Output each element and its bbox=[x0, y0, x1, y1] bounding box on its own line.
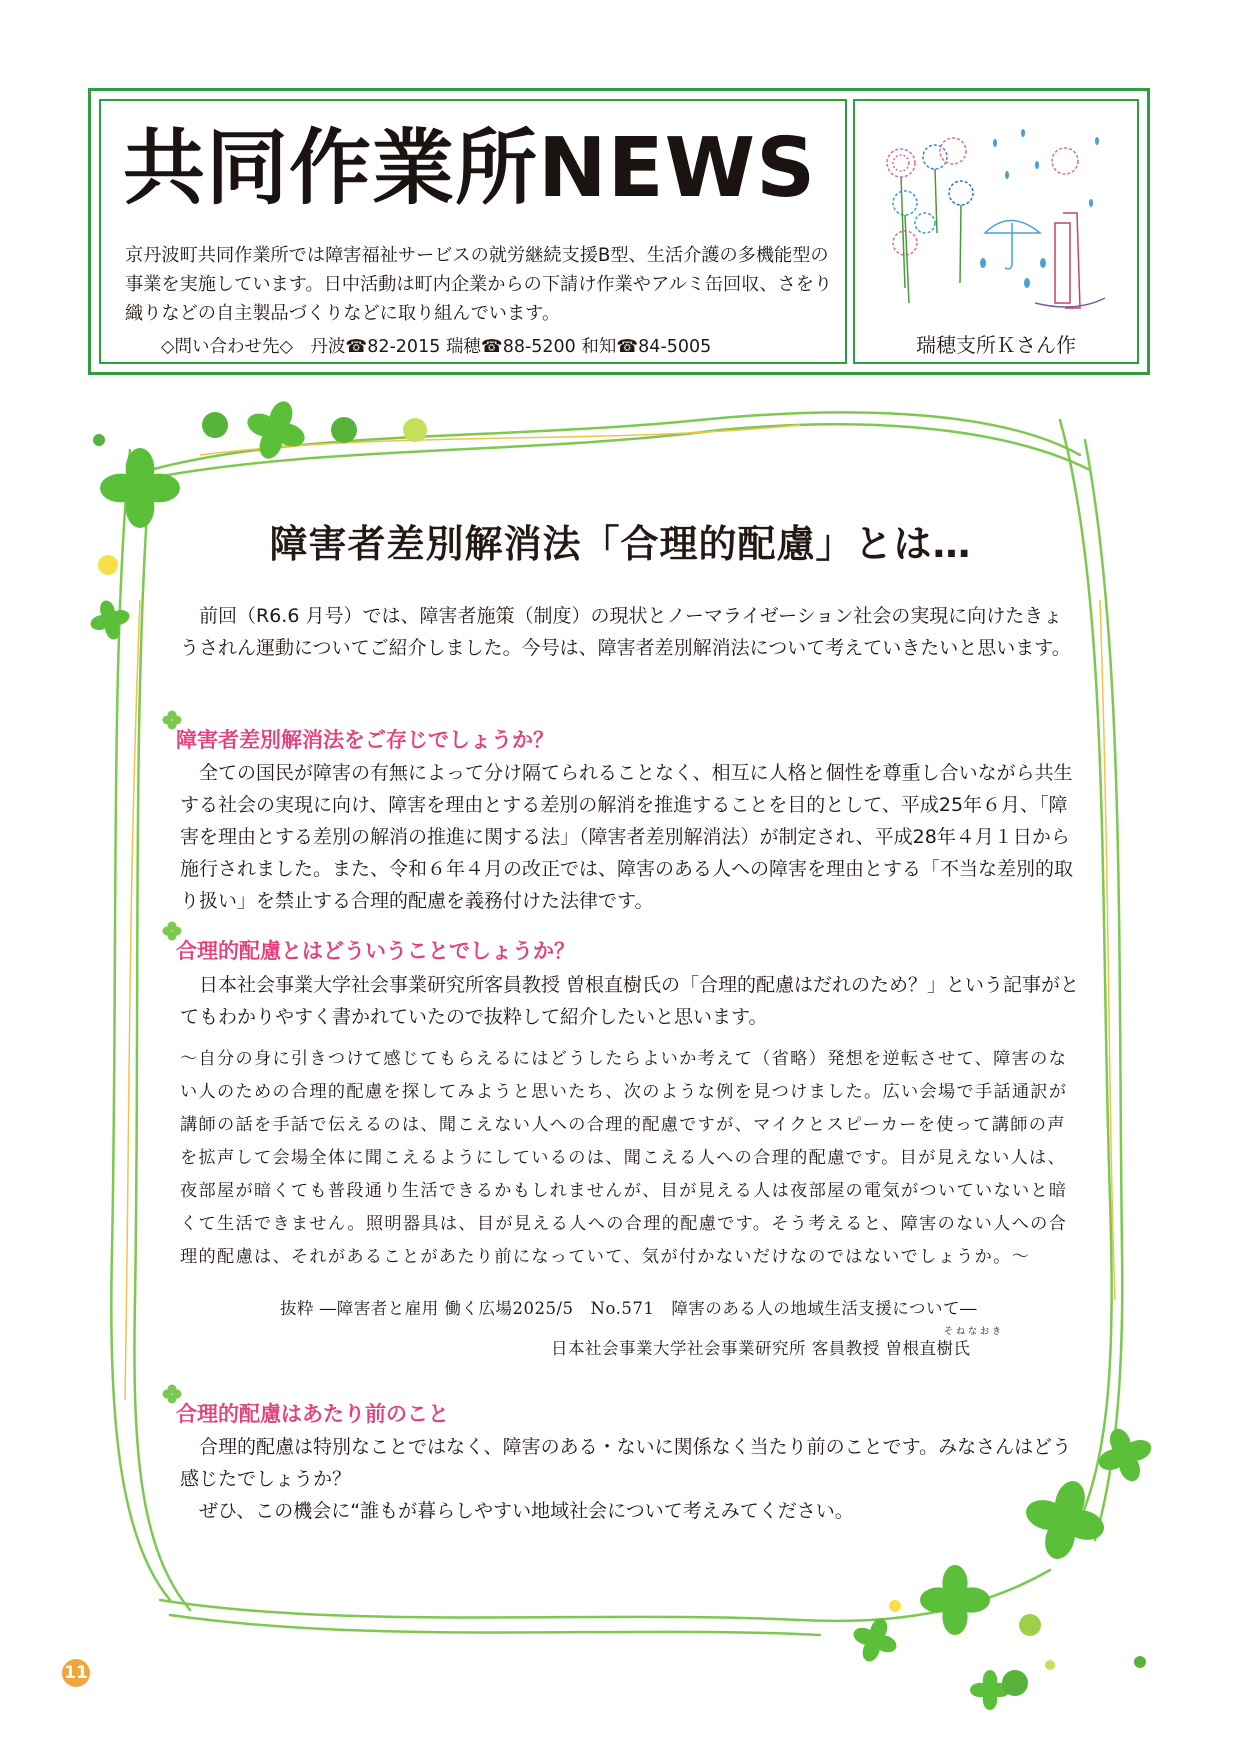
newsletter-title: 共同作業所NEWS bbox=[123, 121, 817, 216]
quote-author: 日本社会事業大学社会事業研究所 客員教授 曽根直樹氏 bbox=[551, 1339, 971, 1358]
section-heading-1: 障害者差別解消法をご存じでしょうか？ bbox=[176, 728, 554, 752]
section-heading-3: 合理的配慮はあたり前のこと bbox=[176, 1402, 449, 1426]
artwork-caption: 瑞穂支所Ｋさん作 bbox=[916, 333, 1076, 357]
article-intro: 前回（R6.6 月号）では、障害者施策（制度）の現状とノーマライゼーション社会の実現に向けたきょうされん運動についてご紹介しました。今号は、障害者差別解消法について考えていきたいと思います。 bbox=[180, 605, 1071, 659]
author-ruby: そねなおき bbox=[944, 1327, 1005, 1337]
section-body-3: 合理的配慮は特別なことではなく、障害のある・ないに関係なく当たり前のことです。みなさんはどう感じたでしょうか？ bbox=[180, 1436, 1072, 1490]
quote-source: 抜粋 ―障害者と雇用 働く広場2025/5 No.571 障害のある人の地域生活支援について― bbox=[280, 1299, 978, 1318]
quote-text: ～自分の身に引きつけて感じてもらえるにはどうしたらよいか考えて（省略）発想を逆転させて、障害のない人のための合理的配慮を探してみようと思いたち、次のような例を見つけました。広い会場で手話通訳が講師の話を手話で伝えるのは、聞こえない人への合理的配慮ですが、マイクとスピーカーを使って講師の声を拡声して会場全体に聞こえるようにしているのは、聞こえる人への合理的配慮です。目が見えない人は、夜部屋が暗くても普段通り生活できるかもしれませんが、目が見える人は夜部屋の電気がついていないと暗くて生活できません。照明器具は、目が見える人への合理的配慮です。そう考えると、障害のない人への合理的配慮は、それがあることがあたり前になっていて、気が付かないだけなのではないでしょうか。～ bbox=[180, 1049, 1068, 1267]
closing-text: ぜひ、この機会に“誰もが暮らしやすい地域社会について考えみてください。 bbox=[199, 1500, 854, 1522]
intro-text: 京丹波町共同作業所では障害福祉サービスの就労継続支援B型、生活介護の多機能型の事業を実施しています。日中活動は町内企業からの下請け作業やアルミ缶回収、さをり織りなどの自主製品づくりなどに取り組んでいます。 bbox=[125, 245, 833, 324]
article-title: 障害者差別解消法「合理的配慮」とは… bbox=[269, 522, 972, 566]
quote-block bbox=[180, 1043, 1080, 1274]
section-body-2: 日本社会事業大学社会事業研究所客員教授 曽根直樹氏の「合理的配慮はだれのため？」という記事がとてもわかりやすく書かれていたので抜粋して紹介したいと思います。 bbox=[180, 974, 1080, 1028]
section-body-1: 全ての国民が障害の有無によって分け隔てられることなく、相互に人格と個性を尊重し合いながら共生する社会の実現に向け、障害を理由とする差別の解消を推進することを目的として、平成25年６月、「障害を理由とする差別の解消の推進に関する法」（障害者差別解消法）が制定され、平成28年４月１日から施行されました。また、令和６年４月の改正では、障害のある人への障害を理由とする「不当な差別的取り扱い」を禁止する合理的配慮を義務付けた法律です。 bbox=[180, 762, 1074, 912]
section-heading-2: 合理的配慮とはどういうことでしょうか？ bbox=[176, 939, 575, 963]
contact-info: ◇問い合わせ先◇ 丹波☎82-2015 瑞穂☎88-5200 和知☎84-5005 bbox=[161, 337, 712, 357]
page-number-badge: 11 bbox=[62, 1659, 90, 1687]
